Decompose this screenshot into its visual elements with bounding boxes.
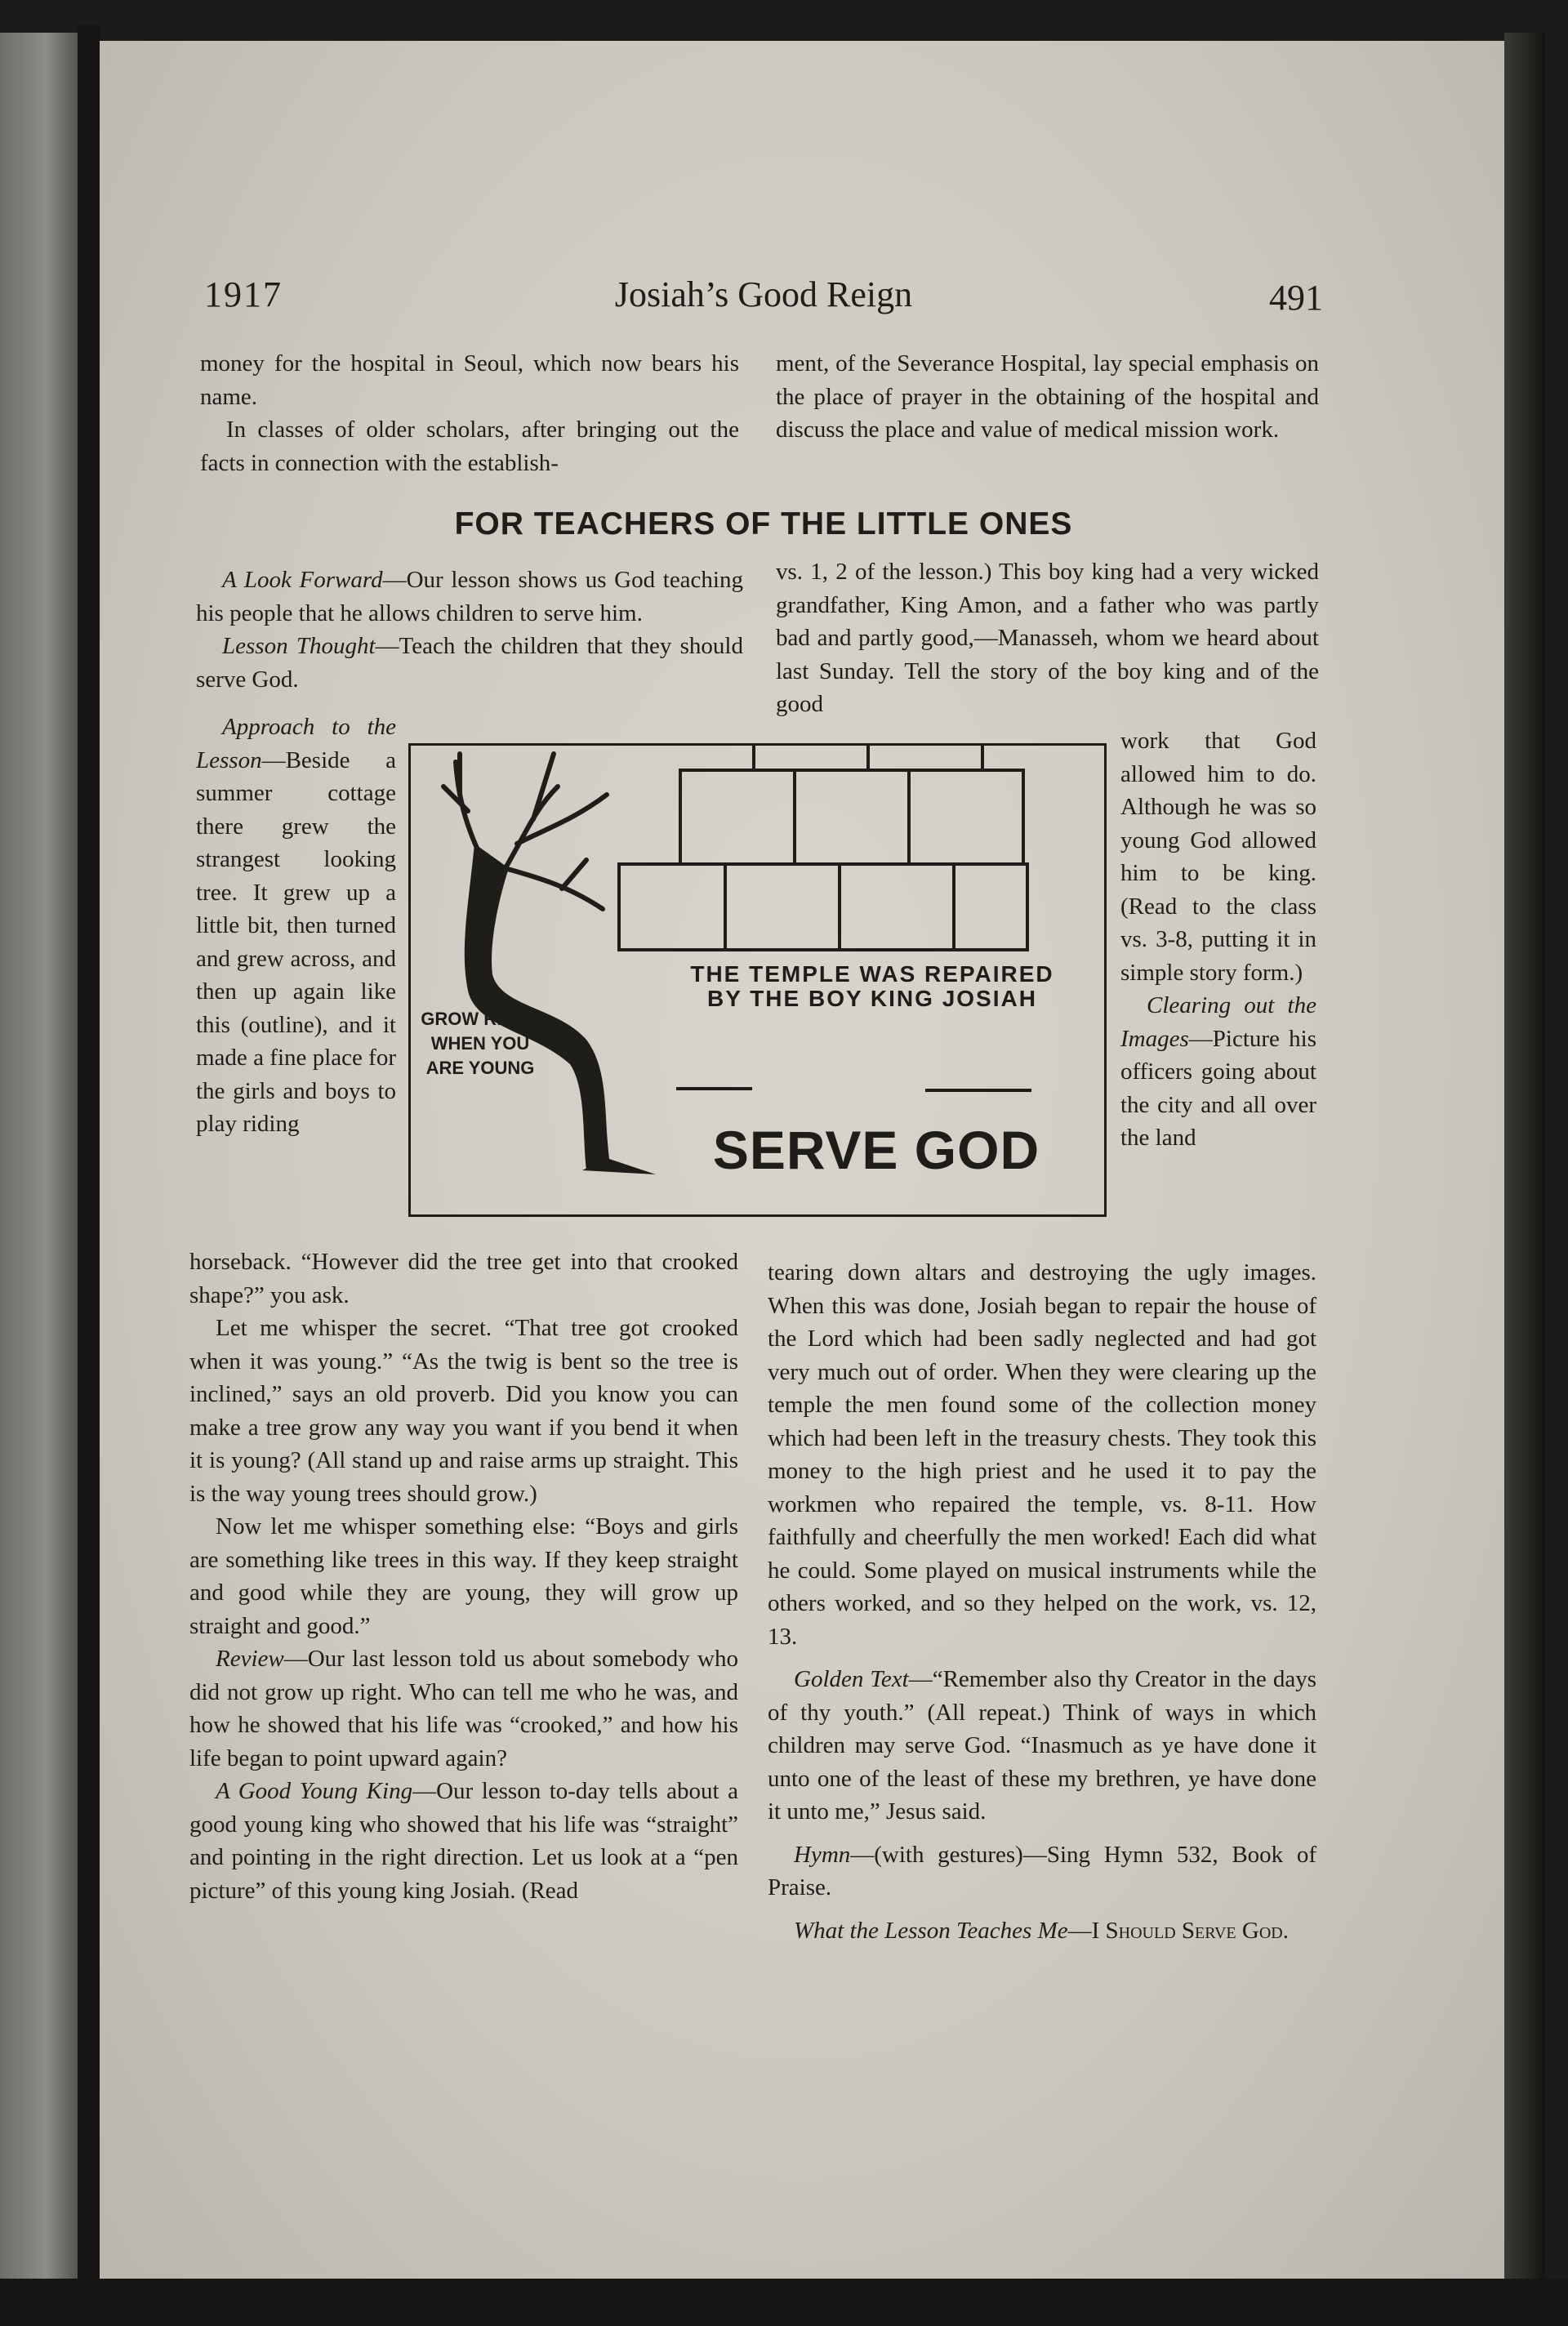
temple-caption: THE TEMPLE WAS REPAIRED BY THE BOY KING JOSIAH <box>690 961 1054 1011</box>
top-left-column <box>200 347 739 479</box>
paragraph-approach <box>196 711 396 1141</box>
paragraph: money for the hospital in Seoul, which now bears his name. <box>200 350 739 410</box>
header-title: Josiah’s Good Reign <box>614 274 913 314</box>
paragraph-lesson-thought <box>196 630 743 696</box>
grow-right-caption: GROW RIGHT WHEN YOU ARE YOUNG <box>421 1009 540 1078</box>
scan-background <box>0 2279 1568 2326</box>
paragraph: tearing down altars and destroying the ugly images. When this was done, Josiah began to repair the house of the Lord which had been sadly neglected and had got very much out of order. When they were clearing up the temple the men found some of the collection money which had been left in the treasury chests. They took this money to the high priest and he used it to pay the workmen who repaired the temple, vs. 8-11. How faithfully and cheerfully the men worked! Each did what he could. Some played on musical instruments while the others worked, and so they helped on the work, vs. 12, 13. <box>768 1259 1316 1650</box>
book-gutter <box>78 25 100 2303</box>
paragraph: Let me whisper the secret. “That tree got crooked when it was young.” “As the twig is bent so the tree is inclined,” says an old proverb. Did you know you can make a tree grow any way you want if you bend it when it is young? (All stand up and raise arms up straight. This is the way young trees should grow.) <box>189 1315 738 1507</box>
look-forward-text: —Our lesson shows us God teaching his people that he allows children to serve him. <box>196 567 743 626</box>
golden-text: —“Remember also thy Creator in the days of thy youth.” (All repeat.) Think of ways in which children may serve God. “Inasmuch as ye have done it unto one of the least of these my brethren, ye have done it unto me,” Jesus said. <box>768 1666 1316 1825</box>
golden-text-label: Golden Text <box>794 1666 909 1692</box>
paragraph-teaches <box>768 1914 1316 1948</box>
hymn-label: Hymn <box>794 1841 851 1868</box>
top-right-column <box>776 347 1319 447</box>
section-heading: FOR TEACHERS OF THE LITTLE ONES <box>454 506 1073 541</box>
underline-marks <box>676 1089 1031 1090</box>
paragraph: horseback. “However did the tree get into that crooked shape?” you ask. <box>189 1249 738 1308</box>
paragraph-review <box>189 1642 738 1775</box>
paragraph: Now let me whisper something else: “Boys and girls are something like trees in this way. If they keep straight and good while they are young, they will grow up straight and good.” <box>189 1513 738 1639</box>
paragraph: work that God allowed him to do. Although he was so young God allowed him to be king. (Read to the class vs. 3-8, putting it in simple story form.) <box>1120 728 1316 986</box>
approach-label: Approach to the Lesson <box>196 714 396 773</box>
serve-god-caption: SERVE GOD <box>712 1120 1040 1180</box>
paragraph: vs. 1, 2 of the lesson.) This boy king had a very wicked grandfather, King Amon, and a father who was partly bad and partly good,—Manasseh, whom we heard about last Sunday. Tell the story of the boy king and of the good <box>776 559 1319 717</box>
left-column-continued <box>189 1245 738 1907</box>
look-forward-label: A Look Forward <box>222 567 383 593</box>
book-cover-edge <box>1504 33 1545 2279</box>
header-year: 1917 <box>204 274 283 314</box>
approach-text: —Beside a summer cottage there grew the strangest looking tree. It grew up a little bit, then turned and grew across, and then up again like this (outline), and it made a fine place for the girls and boys to play riding <box>196 746 396 1137</box>
blackboard-illustration <box>408 743 1107 1217</box>
lesson-thought-label: Lesson Thought <box>222 633 376 659</box>
paragraph-hymn <box>768 1838 1316 1905</box>
right-column-intro <box>776 555 1319 721</box>
review-label: Review <box>216 1646 284 1672</box>
paragraph-look-forward <box>196 564 743 630</box>
lesson-thought-text: —Teach the children that they should serve God. <box>196 633 743 693</box>
left-column-intro <box>196 564 743 696</box>
teaches-text: —I Should Serve God. <box>1067 1917 1289 1944</box>
facing-page-edge <box>0 33 78 2287</box>
paragraph-good-king <box>189 1775 738 1907</box>
right-column-continued <box>768 1256 1316 1947</box>
paragraph: ment, of the Severance Hospital, lay special emphasis on the place of prayer in the obtaining of the hospital and discuss the place and value of medical mission work. <box>776 350 1319 443</box>
paragraph-clearing <box>1120 989 1316 1155</box>
good-king-label: A Good Young King <box>216 1778 413 1804</box>
running-header <box>204 274 1323 323</box>
clearing-label: Clearing out the Images <box>1120 992 1316 1052</box>
good-king-text: —Our lesson to-day tells about a good young king who showed that his life was “straight” and pointing in the right direction. Let us look at a “pen picture” of this young king Josiah. (Read <box>189 1778 739 1904</box>
review-text: —Our last lesson told us about somebody who did not grow up right. Who can tell me who he was, and how he showed that his life was “crooked,” and how his life began to point upward again? <box>189 1646 738 1771</box>
hymn-text: —(with gestures)—Sing Hymn 532, Book of Praise. <box>768 1841 1316 1900</box>
clearing-text: —Picture his officers going about the city and all over the land <box>1120 1025 1316 1151</box>
left-wrap-around-figure <box>196 711 396 1141</box>
crooked-tree-icon <box>443 754 656 1174</box>
right-wrap-around-figure <box>1120 724 1316 1155</box>
page-number: 491 <box>1269 278 1323 318</box>
paragraph: In classes of older scholars, after bringing out the facts in connection with the establish- <box>200 417 739 476</box>
temple-blocks <box>619 746 1027 950</box>
teaches-label: What the Lesson Teaches Me <box>794 1917 1068 1944</box>
paragraph-golden-text <box>768 1663 1316 1829</box>
